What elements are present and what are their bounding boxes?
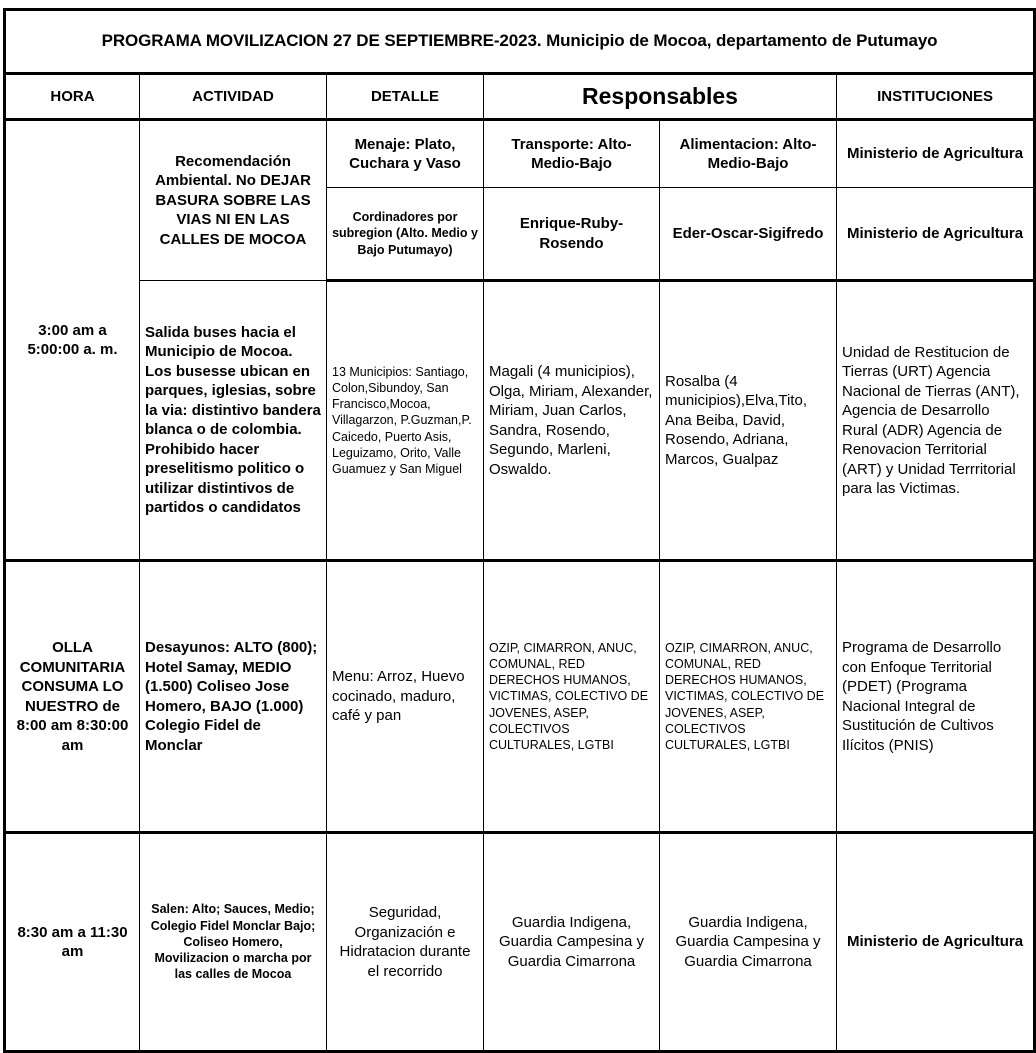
subheader-row-1 [5, 120, 1035, 188]
detalle-menaje: Menaje: Plato, Cuchara y Vaso [327, 120, 484, 188]
responsable-coordinadores-transporte: Enrique-Ruby-Rosendo [484, 188, 660, 281]
responsable-alimentacion: Alimentacion: Alto-Medio-Bajo [660, 120, 837, 188]
hora-cell-row-2: OLLA COMUNITARIA CONSUMA LO NUESTRO de 8:00 am 8:30:00 am [5, 561, 140, 833]
responsable-a-cell-row-2: OZIP, CIMARRON, ANUC, COMUNAL, RED DERECHOS HUMANOS, VICTIMAS, COLECTIVO DE JOVENES, ASEP, COLECTIVOS CULTURALES, LGTBI [484, 561, 660, 833]
detalle-cell-row-2: Menu: Arroz, Huevo cocinado, maduro, café y pan [327, 561, 484, 833]
responsable-transporte: Transporte: Alto-Medio-Bajo [484, 120, 660, 188]
instituciones-subheader-2: Ministerio de Agricultura [837, 188, 1035, 281]
actividad-cell-row-3: Salen: Alto; Sauces, Medio; Colegio Fidel Monclar Bajo; Coliseo Homero, Movilizacion o marcha por las calles de Mocoa [140, 833, 327, 1052]
column-header-detalle: DETALLE [327, 74, 484, 120]
detalle-cell-row-3: Seguridad, Organización e Hidratacion durante el recorrido [327, 833, 484, 1052]
mobilization-schedule-table [3, 8, 1036, 1053]
table-row [5, 833, 1035, 1052]
table-row [5, 561, 1035, 833]
column-header-hora: HORA [5, 74, 140, 120]
hora-cell-row-3: 8:30 am a 11:30 am [5, 833, 140, 1052]
column-header-actividad: ACTIVIDAD [140, 74, 327, 120]
responsable-coordinadores-alimentacion: Eder-Oscar-Sigifredo [660, 188, 837, 281]
page-title: PROGRAMA MOVILIZACION 27 DE SEPTIEMBRE-2023. Municipio de Mocoa, departamento de Putumayo [5, 10, 1035, 74]
responsable-b-cell-row-1: Rosalba (4 municipios),Elva,Tito, Ana Beiba, David, Rosendo, Adriana, Marcos, Gualpaz [660, 281, 837, 561]
responsable-a-cell-row-1: Magali (4 municipios), Olga, Miriam, Alexander, Miriam, Juan Carlos, Sandra, Rosendo, Segundo, Marleni, Oswaldo. [484, 281, 660, 561]
actividad-cell-row-1: Salida buses hacia el Municipio de Mocoa. Los busesse ubican en parques, iglesias, sobre la via: distintivo bandera blanca o de colombia. Prohibido hacer preselitismo politico o utilizar distintivos de partidos o candidatos [140, 281, 327, 561]
title-row [5, 10, 1035, 74]
column-header-instituciones: INSTITUCIONES [837, 74, 1035, 120]
responsable-b-cell-row-2: OZIP, CIMARRON, ANUC, COMUNAL, RED DERECHOS HUMANOS, VICTIMAS, COLECTIVO DE JOVENES, ASEP, COLECTIVOS CULTURALES, LGTBI [660, 561, 837, 833]
detalle-coordinadores: Cordinadores por subregion (Alto. Medio y Bajo Putumayo) [327, 188, 484, 281]
responsable-b-cell-row-3: Guardia Indigena, Guardia Campesina y Guardia Cimarrona [660, 833, 837, 1052]
column-header-responsables: Responsables [484, 74, 837, 120]
hora-cell-row-1: 3:00 am a 5:00:00 a. m. [5, 120, 140, 561]
table-row [5, 281, 1035, 561]
detalle-cell-row-1: 13 Municipios: Santiago, Colon,Sibundoy, San Francisco,Mocoa, Villagarzon, P.Guzman,P. Caicedo, Puerto Asis, Leguizamo, Orito, Valle Guamuez y San Miguel [327, 281, 484, 561]
instituciones-cell-row-2: Programa de Desarrollo con Enfoque Territorial (PDET) (Programa Nacional Integral de Sustitución de Cultivos Ilícitos (PNIS) [837, 561, 1035, 833]
spreadsheet-canvas [0, 8, 1036, 1012]
responsable-a-cell-row-3: Guardia Indigena, Guardia Campesina y Guardia Cimarrona [484, 833, 660, 1052]
actividad-environmental-note: Recomendación Ambiental. No DEJAR BASURA SOBRE LAS VIAS NI EN LAS CALLES DE MOCOA [140, 120, 327, 281]
instituciones-cell-row-3: Ministerio de Agricultura [837, 833, 1035, 1052]
column-header-row [5, 74, 1035, 120]
instituciones-cell-row-1: Unidad de Restitucion de Tierras (URT) Agencia Nacional de Tierras (ANT), Agencia de Desarrollo Rural (ADR) Agencia de Renovacion Territorial (ART) y Unidad Terrritorial para las Victimas. [837, 281, 1035, 561]
actividad-cell-row-2: Desayunos: ALTO (800); Hotel Samay, MEDIO (1.500) Coliseo Jose Homero, BAJO (1.000) Colegio Fidel de Monclar [140, 561, 327, 833]
instituciones-subheader-1: Ministerio de Agricultura [837, 120, 1035, 188]
